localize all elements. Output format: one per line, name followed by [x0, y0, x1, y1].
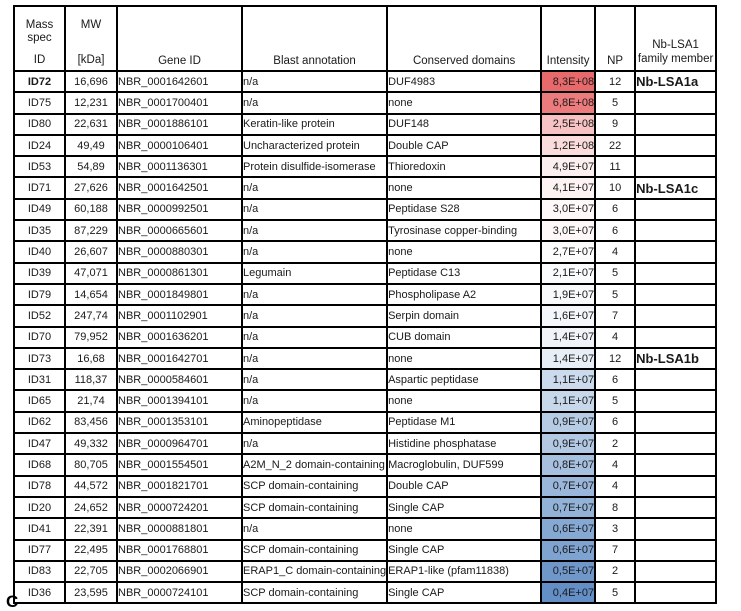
mass-spec-id-cell: ID65	[14, 390, 65, 411]
table-row	[14, 433, 716, 454]
family-member-cell: Nb-LSA1b	[635, 348, 716, 369]
col-header-family-member	[635, 6, 716, 71]
mass-spec-id-cell: ID79	[14, 284, 65, 305]
np-cell: 5	[595, 390, 635, 411]
gene-id-cell: NBR_0000964701	[117, 433, 242, 454]
col-header-mw	[65, 6, 117, 71]
mw-cell: 21,74	[65, 390, 117, 411]
conserved-domains-cell: none	[387, 92, 541, 113]
intensity-cell: 1,4E+07	[541, 327, 595, 348]
intensity-cell: 4,1E+07	[541, 177, 595, 198]
np-cell: 5	[595, 284, 635, 305]
mass-spec-id-cell: ID75	[14, 92, 65, 113]
np-cell: 4	[595, 454, 635, 475]
conserved-domains-cell: Single CAP	[387, 582, 541, 603]
conserved-domains-cell: none	[387, 177, 541, 198]
mw-cell: 24,652	[65, 497, 117, 518]
table-row	[14, 412, 716, 433]
np-cell: 6	[595, 369, 635, 390]
np-cell: 5	[595, 582, 635, 603]
blast-annotation-cell: n/a	[242, 518, 387, 539]
intensity-cell: 0,9E+07	[541, 412, 595, 433]
np-cell: 5	[595, 92, 635, 113]
blast-annotation-cell: n/a	[242, 284, 387, 305]
table-row	[14, 241, 716, 262]
intensity-cell: 1,2E+08	[541, 135, 595, 156]
np-cell: 4	[595, 327, 635, 348]
gene-id-cell: NBR_0001821701	[117, 476, 242, 497]
family-member-cell	[635, 305, 716, 326]
mw-cell: 79,952	[65, 327, 117, 348]
conserved-domains-cell: none	[387, 348, 541, 369]
table-row	[14, 199, 716, 220]
gene-id-cell: NBR_0001136301	[117, 156, 242, 177]
conserved-domains-cell: Serpin domain	[387, 305, 541, 326]
gene-id-cell: NBR_0001849801	[117, 284, 242, 305]
family-member-cell: Nb-LSA1a	[635, 71, 716, 92]
family-member-cell	[635, 135, 716, 156]
gene-id-cell: NBR_0000584601	[117, 369, 242, 390]
family-member-cell	[635, 433, 716, 454]
gene-id-cell: NBR_0001642501	[117, 177, 242, 198]
table-body	[14, 71, 716, 603]
np-cell: 6	[595, 199, 635, 220]
mw-cell: 87,229	[65, 220, 117, 241]
family-member-cell	[635, 263, 716, 284]
conserved-domains-cell: Macroglobulin, DUF599	[387, 454, 541, 475]
blast-annotation-cell: SCP domain-containing	[242, 476, 387, 497]
blast-annotation-cell: n/a	[242, 390, 387, 411]
blast-annotation-cell: n/a	[242, 177, 387, 198]
mw-cell: 22,391	[65, 518, 117, 539]
family-member-cell	[635, 241, 716, 262]
family-member-cell	[635, 92, 716, 113]
np-cell: 2	[595, 561, 635, 582]
np-cell: 10	[595, 177, 635, 198]
np-cell: 12	[595, 71, 635, 92]
conserved-domains-cell: Thioredoxin	[387, 156, 541, 177]
gene-id-cell: NBR_0000724101	[117, 582, 242, 603]
mw-cell: 12,231	[65, 92, 117, 113]
mw-cell: 47,071	[65, 263, 117, 284]
col-header-np: NP	[595, 6, 635, 71]
family-member-cell	[635, 199, 716, 220]
np-cell: 9	[595, 114, 635, 135]
family-member-cell	[635, 390, 716, 411]
table-row	[14, 497, 716, 518]
mass-spec-id-cell: ID80	[14, 114, 65, 135]
mass-spec-id-cell: ID68	[14, 454, 65, 475]
blast-annotation-cell: ERAP1_C domain-containing	[242, 561, 387, 582]
table-row	[14, 476, 716, 497]
np-cell: 4	[595, 241, 635, 262]
blast-annotation-cell: n/a	[242, 71, 387, 92]
conserved-domains-cell: Peptidase C13	[387, 263, 541, 284]
family-member-cell	[635, 220, 716, 241]
mass-spec-id-cell: ID36	[14, 582, 65, 603]
mw-cell: 60,188	[65, 199, 117, 220]
intensity-cell: 0,6E+07	[541, 540, 595, 561]
mw-cell: 22,705	[65, 561, 117, 582]
blast-annotation-cell: n/a	[242, 92, 387, 113]
mass-spec-id-cell: ID35	[14, 220, 65, 241]
table-row	[14, 540, 716, 561]
col-header-mass-spec-id	[14, 6, 65, 71]
table-row	[14, 71, 716, 92]
mw-cell: 118,37	[65, 369, 117, 390]
gene-id-cell: NBR_0000106401	[117, 135, 242, 156]
blast-annotation-cell: n/a	[242, 199, 387, 220]
intensity-cell: 0,9E+07	[541, 433, 595, 454]
intensity-cell: 2,5E+08	[541, 114, 595, 135]
table-row	[14, 390, 716, 411]
gene-id-cell: NBR_0000665601	[117, 220, 242, 241]
intensity-cell: 3,0E+07	[541, 220, 595, 241]
intensity-cell: 0,7E+07	[541, 476, 595, 497]
conserved-domains-cell: none	[387, 390, 541, 411]
gene-id-cell: NBR_0000861301	[117, 263, 242, 284]
intensity-cell: 0,6E+07	[541, 518, 595, 539]
gene-id-cell: NBR_0001102901	[117, 305, 242, 326]
mass-spec-id-cell: ID20	[14, 497, 65, 518]
np-cell: 7	[595, 540, 635, 561]
intensity-cell: 1,4E+07	[541, 348, 595, 369]
table-row	[14, 518, 716, 539]
np-cell: 12	[595, 348, 635, 369]
table-row	[14, 92, 716, 113]
intensity-cell: 1,1E+07	[541, 390, 595, 411]
table-row	[14, 177, 716, 198]
header-mass-spec-label: Mass spec	[25, 19, 54, 45]
table-row	[14, 454, 716, 475]
family-member-cell	[635, 284, 716, 305]
mass-spec-id-cell: ID71	[14, 177, 65, 198]
table-row	[14, 114, 716, 135]
conserved-domains-cell: Peptidase S28	[387, 199, 541, 220]
table-row	[14, 263, 716, 284]
intensity-cell: 4,9E+07	[541, 156, 595, 177]
gene-id-cell: NBR_0001886101	[117, 114, 242, 135]
intensity-cell: 0,5E+07	[541, 561, 595, 582]
table-row	[14, 156, 716, 177]
family-member-cell	[635, 561, 716, 582]
gene-id-cell: NBR_0000992501	[117, 199, 242, 220]
table-row	[14, 284, 716, 305]
mass-spec-id-cell: ID52	[14, 305, 65, 326]
gene-id-cell: NBR_0001642701	[117, 348, 242, 369]
mass-spec-id-cell: ID39	[14, 263, 65, 284]
np-cell: 22	[595, 135, 635, 156]
mw-cell: 247,74	[65, 305, 117, 326]
mass-spec-id-cell: ID78	[14, 476, 65, 497]
protein-intensity-table	[13, 5, 717, 604]
conserved-domains-cell: CUB domain	[387, 327, 541, 348]
family-member-cell	[635, 540, 716, 561]
blast-annotation-cell: n/a	[242, 305, 387, 326]
table-row	[14, 582, 716, 603]
intensity-cell: 0,4E+07	[541, 582, 595, 603]
mass-spec-id-cell: ID49	[14, 199, 65, 220]
table-header	[14, 6, 716, 71]
conserved-domains-cell: Double CAP	[387, 135, 541, 156]
blast-annotation-cell: Legumain	[242, 263, 387, 284]
conserved-domains-cell: Tyrosinase copper-binding	[387, 220, 541, 241]
intensity-cell: 2,1E+07	[541, 263, 595, 284]
intensity-cell: 2,7E+07	[541, 241, 595, 262]
family-member-cell	[635, 497, 716, 518]
gene-id-cell: NBR_0000881801	[117, 518, 242, 539]
mw-cell: 14,654	[65, 284, 117, 305]
table-row	[14, 305, 716, 326]
mass-spec-id-cell: ID41	[14, 518, 65, 539]
np-cell: 8	[595, 497, 635, 518]
table-row	[14, 220, 716, 241]
blast-annotation-cell: n/a	[242, 220, 387, 241]
header-mw-label: MW	[80, 19, 102, 31]
mass-spec-id-cell: ID40	[14, 241, 65, 262]
col-header-gene-id: Gene ID	[117, 6, 242, 71]
blast-annotation-cell: Keratin-like protein	[242, 114, 387, 135]
family-member-cell	[635, 476, 716, 497]
mw-cell: 80,705	[65, 454, 117, 475]
header-family-line1: Nb-LSA1	[652, 39, 699, 52]
gene-id-cell: NBR_0001700401	[117, 92, 242, 113]
conserved-domains-cell: Phospholipase A2	[387, 284, 541, 305]
mw-cell: 44,572	[65, 476, 117, 497]
mw-cell: 54,89	[65, 156, 117, 177]
np-cell: 6	[595, 220, 635, 241]
mw-cell: 23,595	[65, 582, 117, 603]
header-row	[14, 6, 716, 71]
np-cell: 11	[595, 156, 635, 177]
col-header-blast-annotation: Blast annotation	[242, 6, 387, 71]
np-cell: 5	[595, 263, 635, 284]
conserved-domains-cell: Peptidase M1	[387, 412, 541, 433]
family-member-cell: Nb-LSA1c	[635, 177, 716, 198]
blast-annotation-cell: n/a	[242, 241, 387, 262]
mw-cell: 16,68	[65, 348, 117, 369]
conserved-domains-cell: DUF148	[387, 114, 541, 135]
mass-spec-id-cell: ID53	[14, 156, 65, 177]
gene-id-cell: NBR_0002066901	[117, 561, 242, 582]
family-member-cell	[635, 518, 716, 539]
mass-spec-id-cell: ID31	[14, 369, 65, 390]
gene-id-cell: NBR_0001636201	[117, 327, 242, 348]
gene-id-cell: NBR_0001554501	[117, 454, 242, 475]
header-kda-label: [kDa]	[77, 53, 105, 66]
intensity-cell: 1,9E+07	[541, 284, 595, 305]
col-header-intensity: Intensity	[541, 6, 595, 71]
np-cell: 7	[595, 305, 635, 326]
mw-cell: 16,696	[65, 71, 117, 92]
gene-id-cell: NBR_0000880301	[117, 241, 242, 262]
table-row	[14, 348, 716, 369]
mw-cell: 49,49	[65, 135, 117, 156]
intensity-cell: 1,6E+07	[541, 305, 595, 326]
conserved-domains-cell: ERAP1-like (pfam11838)	[387, 561, 541, 582]
table-row	[14, 327, 716, 348]
blast-annotation-cell: n/a	[242, 369, 387, 390]
conserved-domains-cell: Single CAP	[387, 497, 541, 518]
mass-spec-id-cell: ID77	[14, 540, 65, 561]
mw-cell: 26,607	[65, 241, 117, 262]
intensity-cell: 0,8E+07	[541, 454, 595, 475]
table-row	[14, 369, 716, 390]
intensity-cell: 6,8E+08	[541, 92, 595, 113]
blast-annotation-cell: Uncharacterized protein	[242, 135, 387, 156]
family-member-cell	[635, 369, 716, 390]
blast-annotation-cell: SCP domain-containing	[242, 540, 387, 561]
blast-annotation-cell: Aminopeptidase	[242, 412, 387, 433]
family-member-cell	[635, 412, 716, 433]
mw-cell: 83,456	[65, 412, 117, 433]
family-member-cell	[635, 156, 716, 177]
conserved-domains-cell: DUF4983	[387, 71, 541, 92]
mw-cell: 22,495	[65, 540, 117, 561]
gene-id-cell: NBR_0000724201	[117, 497, 242, 518]
conserved-domains-cell: Histidine phosphatase	[387, 433, 541, 454]
intensity-cell: 1,1E+07	[541, 369, 595, 390]
header-family-line2: family member	[637, 53, 714, 66]
family-member-cell	[635, 114, 716, 135]
mass-spec-id-cell: ID72	[14, 71, 65, 92]
mw-cell: 49,332	[65, 433, 117, 454]
mass-spec-id-cell: ID47	[14, 433, 65, 454]
blast-annotation-cell: A2M_N_2 domain-containing	[242, 454, 387, 475]
blast-annotation-cell: n/a	[242, 433, 387, 454]
figure-panel-label-partial: C	[6, 592, 19, 611]
intensity-cell: 3,0E+07	[541, 199, 595, 220]
conserved-domains-cell: Double CAP	[387, 476, 541, 497]
gene-id-cell: NBR_0001768801	[117, 540, 242, 561]
table-row	[14, 561, 716, 582]
gene-id-cell: NBR_0001353101	[117, 412, 242, 433]
np-cell: 6	[595, 412, 635, 433]
intensity-cell: 0,7E+07	[541, 497, 595, 518]
np-cell: 2	[595, 433, 635, 454]
gene-id-cell: NBR_0001642601	[117, 71, 242, 92]
conserved-domains-cell: none	[387, 518, 541, 539]
np-cell: 3	[595, 518, 635, 539]
mass-spec-id-cell: ID70	[14, 327, 65, 348]
table-row	[14, 135, 716, 156]
blast-annotation-cell: SCP domain-containing	[242, 497, 387, 518]
mass-spec-id-cell: ID73	[14, 348, 65, 369]
conserved-domains-cell: Single CAP	[387, 540, 541, 561]
mw-cell: 22,631	[65, 114, 117, 135]
blast-annotation-cell: SCP domain-containing	[242, 582, 387, 603]
header-id-label: ID	[33, 53, 46, 66]
family-member-cell	[635, 327, 716, 348]
mw-cell: 27,626	[65, 177, 117, 198]
conserved-domains-cell: Aspartic peptidase	[387, 369, 541, 390]
mass-spec-id-cell: ID24	[14, 135, 65, 156]
col-header-conserved-domains: Conserved domains	[387, 6, 541, 71]
np-cell: 4	[595, 476, 635, 497]
blast-annotation-cell: n/a	[242, 327, 387, 348]
blast-annotation-cell: n/a	[242, 348, 387, 369]
conserved-domains-cell: none	[387, 241, 541, 262]
family-member-cell	[635, 454, 716, 475]
family-member-cell	[635, 582, 716, 603]
mass-spec-id-cell: ID62	[14, 412, 65, 433]
mass-spec-id-cell: ID83	[14, 561, 65, 582]
gene-id-cell: NBR_0001394101	[117, 390, 242, 411]
intensity-cell: 8,3E+08	[541, 71, 595, 92]
blast-annotation-cell: Protein disulfide-isomerase	[242, 156, 387, 177]
